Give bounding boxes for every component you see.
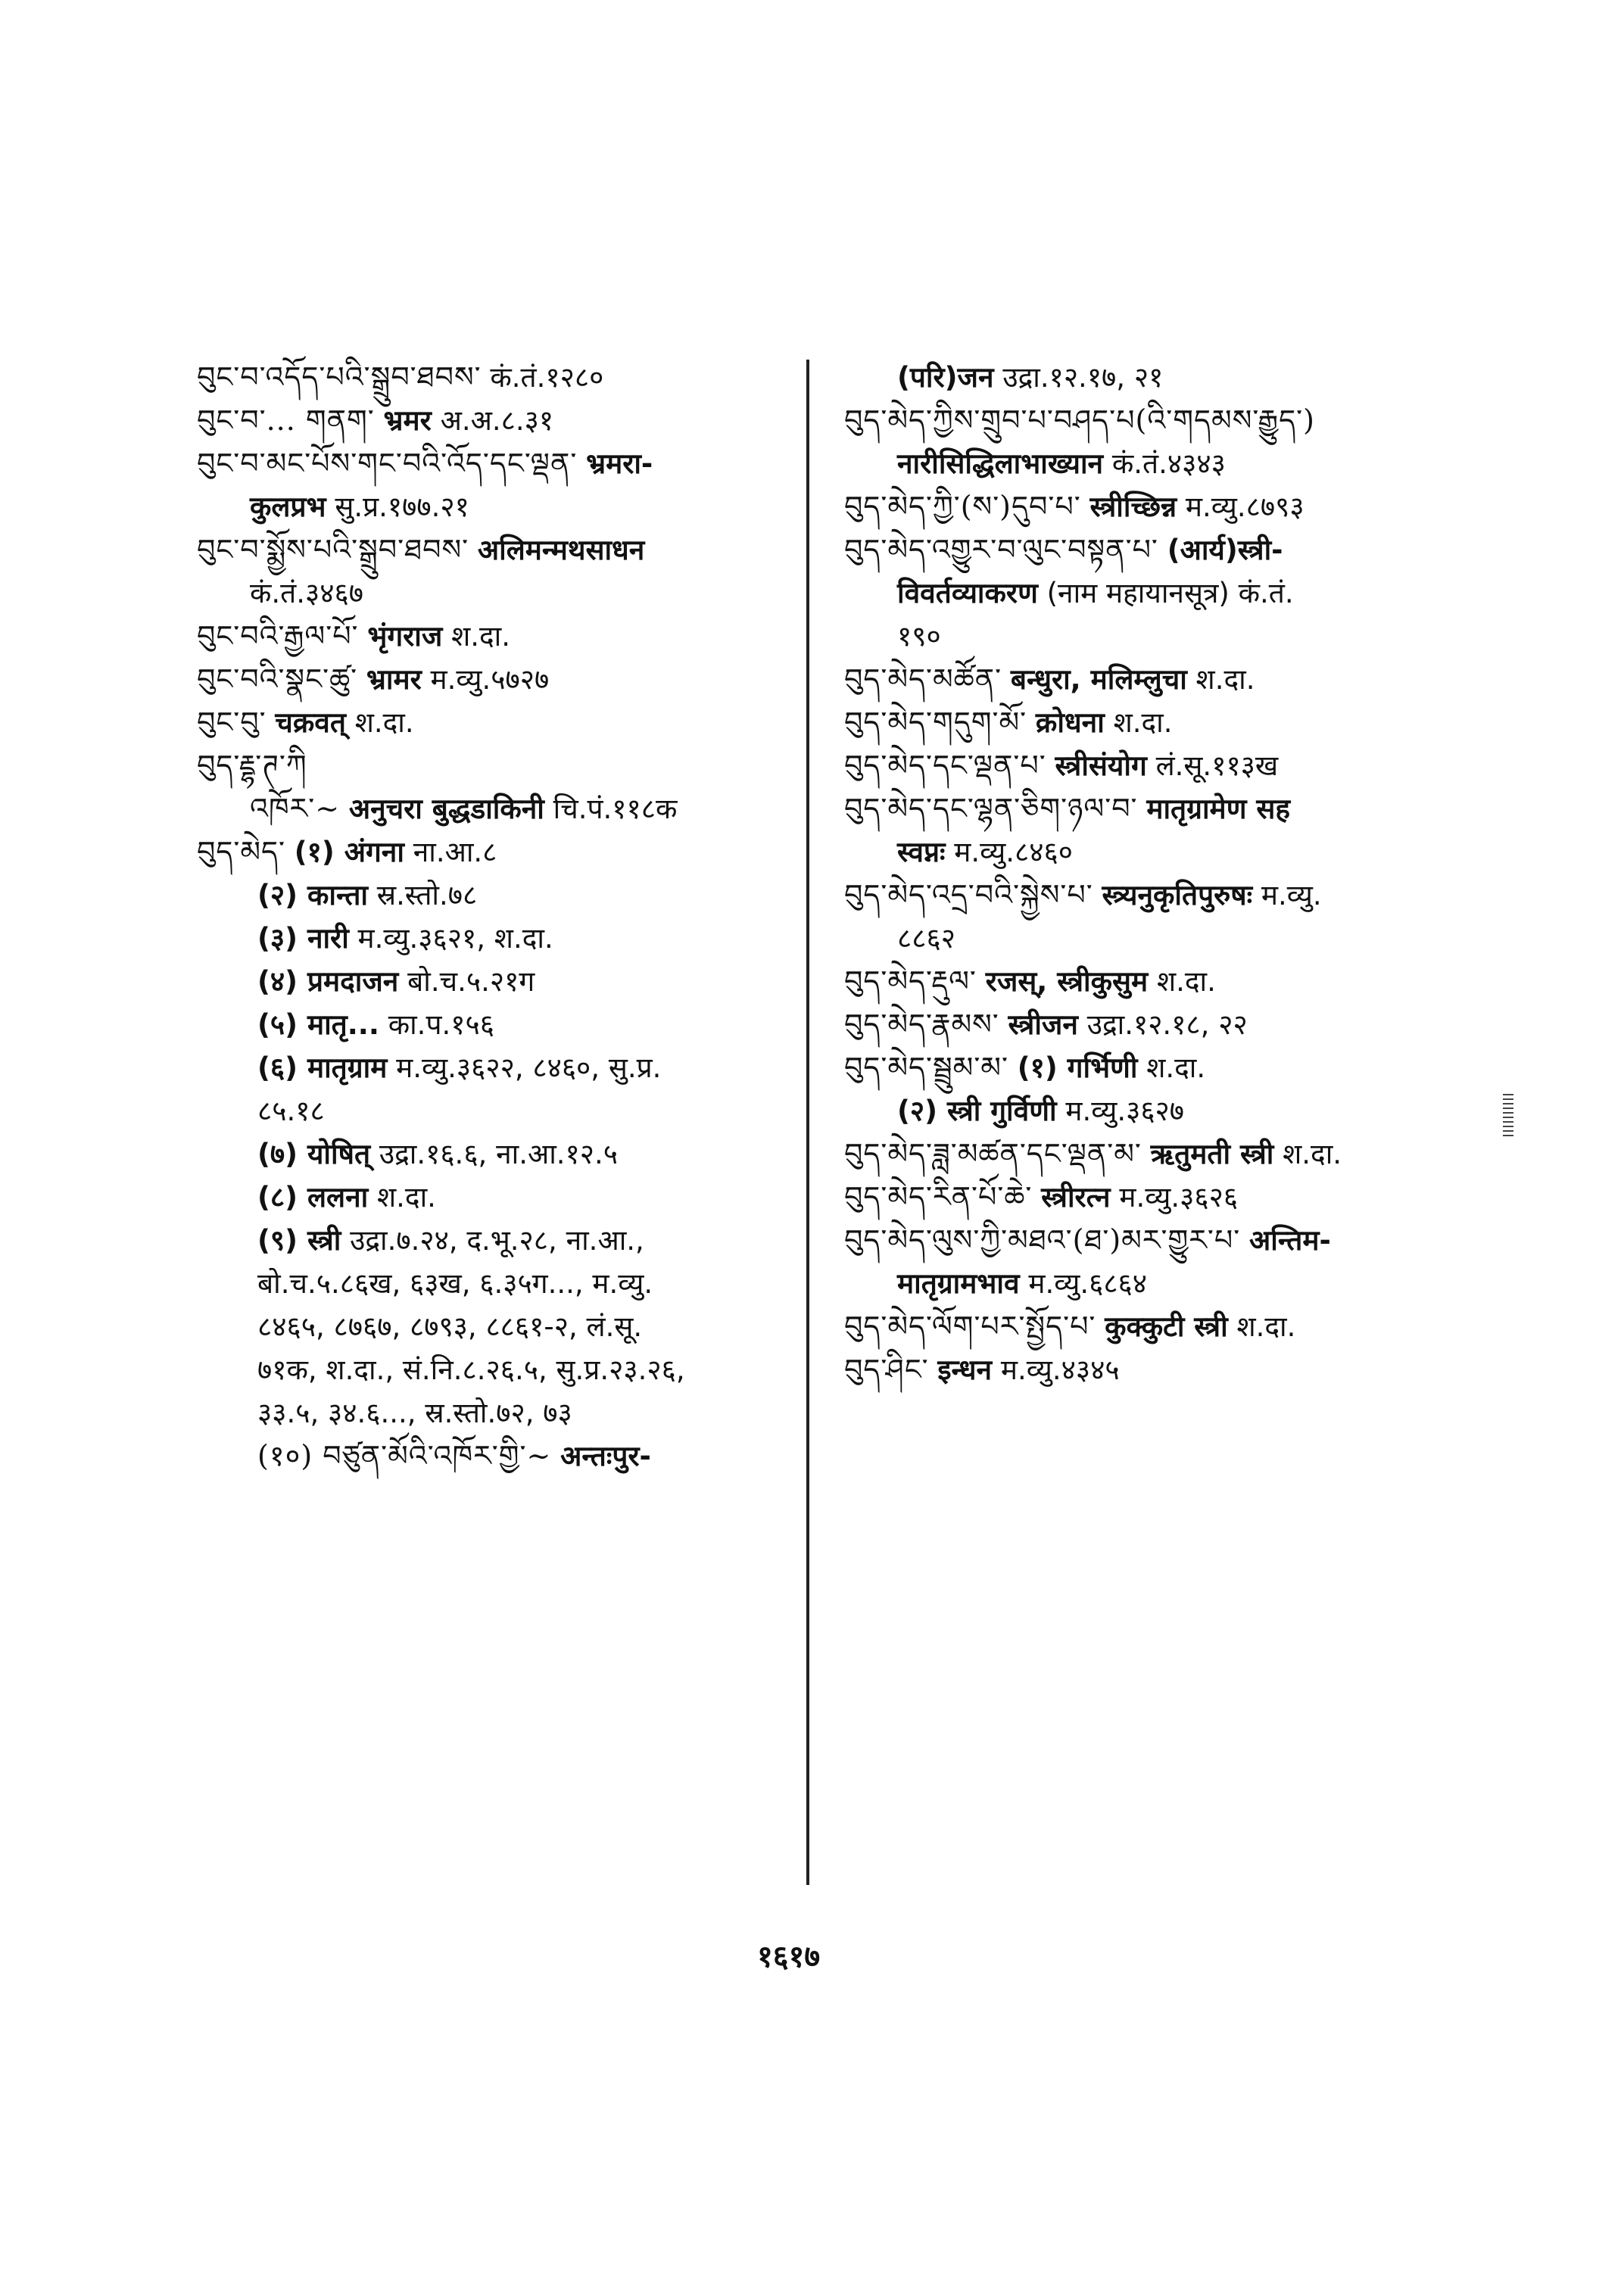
tibetan-headword: བུད་རྡྷ་ཊ་ཀི (197, 749, 307, 782)
sanskrit-equivalent: (२) स्त्री गुर्विणी (897, 1095, 1057, 1127)
source-reference: बो.च.५.२१ग (407, 965, 535, 998)
source-reference: श.दा. (1195, 663, 1255, 696)
dictionary-entry (197, 1435, 803, 1478)
tibetan-headword: བུང་བུ་ (197, 706, 267, 739)
dictionary-entry (197, 701, 803, 744)
dictionary-entry (197, 485, 803, 528)
dictionary-entry (844, 874, 1473, 917)
dictionary-entry (197, 1003, 803, 1046)
dictionary-entry (844, 658, 1473, 701)
sanskrit-equivalent: बन्धुरा, मलिम्लुचा (1010, 663, 1187, 696)
source-reference: म.व्यु.८७९३ (1185, 491, 1304, 523)
source-reference: कं.तं.१२८० (490, 361, 604, 394)
sanskrit-equivalent: कुक्कुटी स्त्री (1105, 1310, 1228, 1343)
sanskrit-equivalent: (६) मातृग्राम (257, 1051, 388, 1084)
dictionary-entry (197, 1348, 803, 1391)
sanskrit-equivalent: भ्रमर (383, 404, 432, 437)
dictionary-entry (197, 787, 803, 830)
sanskrit-equivalent: (७) योषित् (257, 1138, 371, 1170)
source-reference: बो.च.५.८६ख, ६३ख, ६.३५ग..., म.व्यु. (257, 1267, 653, 1300)
dictionary-entry (197, 874, 803, 917)
tibetan-headword: བུད་ཤིང་ (844, 1353, 929, 1386)
tibetan-headword: བུང་བ་འདོད་པའི་སྒྲུབ་ཐབས་ (197, 360, 482, 394)
tibetan-headword: བུང་བ་... གནག་ (197, 403, 375, 437)
dictionary-entry (844, 528, 1473, 572)
dictionary-entry (844, 356, 1473, 399)
dictionary-entry (844, 1262, 1473, 1305)
margin-mark (1503, 1094, 1513, 1139)
dictionary-entry (197, 528, 803, 572)
tibetan-headword: བུང་བ་སྨྱོས་པའི་སྒྲུབ་ཐབས་ (197, 533, 469, 566)
dictionary-entry (197, 1305, 803, 1348)
source-reference: कं.तं.४३४३ (1111, 447, 1226, 480)
sanskrit-equivalent: भ्रमरा- (586, 447, 653, 480)
dictionary-entry (844, 960, 1473, 1003)
source-reference: श.दा. (451, 620, 511, 653)
sanskrit-equivalent: (८) ललना (257, 1181, 369, 1213)
column-divider (806, 360, 809, 1885)
dictionary-entry (197, 1089, 803, 1132)
dictionary-entry (844, 572, 1473, 615)
tibetan-headword: བུད་མེད་རྣམས་ (844, 1008, 999, 1041)
tibetan-headword: བུད་མེད་ལུས་ཀྱི་མཐའ་(ཐ་)མར་གྱུར་པ་ (844, 1223, 1241, 1257)
tibetan-headword: བུད་མེད་ལོག་པར་སྤྱོད་པ་ (844, 1310, 1096, 1343)
sanskrit-equivalent: अनुचरा बुद्धडाकिनी (348, 793, 544, 825)
sanskrit-equivalent: (१) गर्भिणी (1017, 1051, 1138, 1084)
sanskrit-equivalent: (परि)जन (897, 361, 994, 394)
dictionary-entry (197, 1176, 803, 1219)
sanskrit-equivalent: (५) मातृ... (257, 1008, 379, 1041)
dictionary-entry (197, 658, 803, 701)
tibetan-headword: བུད་མེད་ཟླ་མཚན་དང་ལྡན་མ་ (844, 1137, 1142, 1170)
sanskrit-equivalent: (३) नारी (257, 922, 349, 955)
sanskrit-equivalent: अन्तिम- (1249, 1224, 1331, 1257)
source-reference: श.दा. (1156, 965, 1216, 998)
dictionary-entry (197, 830, 803, 874)
dictionary-entry (844, 1089, 1473, 1132)
source-reference: म.व्यु.६८६४ (1028, 1267, 1148, 1300)
tibetan-headword: བུད་མེད་སྦྲུམ་མ་ (844, 1051, 1008, 1084)
source-reference: म.व्यु.५७२७ (430, 663, 550, 696)
tibetan-headword: བུད་མེད་ཀྱི་(ས་)དུབ་པ་ (844, 490, 1081, 523)
source-reference: १९० (897, 620, 941, 653)
source-reference: उद्रा.१२.१७, २१ (1002, 361, 1164, 394)
tibetan-headword: བུད་མེད་ (197, 835, 285, 868)
dictionary-entry (197, 1262, 803, 1305)
dictionary-entry (844, 701, 1473, 744)
tibetan-headword: བུད་མེད་རྡུལ་ (844, 964, 977, 998)
dictionary-entry (197, 356, 803, 399)
sanskrit-equivalent: (आर्य)स्त्री- (1167, 534, 1283, 566)
source-reference: ३३.५, ३४.६..., स्र.स्तो.७२, ७३ (257, 1397, 572, 1429)
tibetan-headword: བུད་མེད་འགྱུར་བ་ལུང་བསྟན་པ་ (844, 533, 1158, 566)
source-reference: श.दा. (354, 706, 414, 739)
tibetan-headword: བུད་མེད་མཚོན་ (844, 662, 1002, 696)
sanskrit-equivalent: नारीसिद्धिलाभाख्यान (897, 447, 1104, 480)
sanskrit-equivalent: अलिमन्मथसाधन (477, 534, 645, 566)
source-reference: अ.अ.८.३१ (440, 404, 554, 437)
sanskrit-equivalent: स्वप्नः (897, 836, 946, 868)
sanskrit-equivalent: ऋतुमती स्त्री (1150, 1138, 1274, 1170)
dictionary-entry (844, 615, 1473, 658)
source-reference: स्र.स्तो.७८ (376, 879, 478, 911)
source-reference: श.दा. (1236, 1310, 1296, 1343)
dictionary-entry (844, 1176, 1473, 1219)
sanskrit-equivalent: अन्तःपुर- (560, 1440, 651, 1472)
dictionary-entry (844, 744, 1473, 787)
dictionary-entry (197, 960, 803, 1003)
right-column (844, 356, 1473, 1391)
dictionary-entry (844, 442, 1473, 485)
source-reference: म.व्यु.३६२७ (1065, 1095, 1185, 1127)
sanskrit-equivalent: स्त्रीरत्न (1041, 1181, 1111, 1213)
dictionary-entry (197, 744, 803, 787)
dictionary-entry (197, 1219, 803, 1262)
source-reference: श.दा. (1113, 706, 1173, 739)
dictionary-entry (197, 399, 803, 442)
tibetan-headword: བུད་མེད་དང་ལྡན་པ་ (844, 749, 1046, 782)
source-reference: सु.प्र.१७७.२१ (335, 491, 469, 523)
source-reference: श.दा. (1283, 1138, 1342, 1170)
source-reference: ८४६५, ८७६७, ८७९३, ८८६१-२, लं.सू. (257, 1310, 643, 1343)
source-reference: उद्रा.१२.१८, २२ (1086, 1008, 1248, 1041)
dictionary-entry (844, 485, 1473, 528)
dictionary-entry (844, 1132, 1473, 1176)
source-reference: (नाम महायानसूत्र) कं.तं. (1046, 577, 1294, 609)
source-reference: म.व्यु.४३४५ (1000, 1354, 1120, 1386)
dictionary-entry (844, 1046, 1473, 1089)
sanskrit-equivalent: विवर्तव्याकरण (897, 577, 1038, 609)
dictionary-entry (197, 917, 803, 960)
source-reference: ८८६२ (897, 922, 955, 955)
sanskrit-equivalent: क्रोधना (1035, 706, 1105, 739)
dictionary-entry (844, 1305, 1473, 1348)
dictionary-entry (197, 1391, 803, 1435)
dictionary-entry (844, 399, 1473, 442)
dictionary-entry (197, 1046, 803, 1089)
tibetan-headword: འཁོར་~ (250, 792, 341, 825)
source-reference: ८५.१८ (257, 1095, 325, 1127)
source-reference: ७१क, श.दा., सं.नि.८.२६.५, सु.प्र.२३.२६, (257, 1354, 685, 1386)
sanskrit-equivalent: इन्धन (937, 1354, 993, 1386)
tibetan-headword: བུང་བའི་སྣང་ཚུ་ (197, 662, 358, 696)
tibetan-headword: བུད་མེད་འདྲ་བའི་སྐྱེས་པ་ (844, 878, 1093, 911)
source-reference: म.व्यु.३६२६ (1119, 1181, 1239, 1213)
sanskrit-equivalent: (९) स्त्री (257, 1224, 341, 1257)
tibetan-headword: བུད་མེད་དང་ལྷན་ཅིག་ཉལ་བ་ (844, 792, 1138, 825)
source-reference: श.दा. (377, 1181, 436, 1213)
source-reference: म.व्यु.३६२१, श.दा. (357, 922, 553, 955)
dictionary-entry (197, 1132, 803, 1176)
sanskrit-equivalent: (४) प्रमदाजन (257, 965, 399, 998)
sanskrit-equivalent: भ्रामर (366, 663, 422, 696)
left-column (197, 356, 803, 1478)
sanskrit-equivalent: (२) कान्ता (257, 879, 369, 911)
source-reference: ना.आ.८ (413, 836, 497, 868)
source-reference: उद्रा.७.२४, द.भू.२८, ना.आ., (350, 1224, 644, 1257)
dictionary-entry (844, 1003, 1473, 1046)
dictionary-entry (197, 615, 803, 658)
source-reference: म.व्यु. (1261, 879, 1322, 911)
dictionary-entry (197, 442, 803, 485)
sanskrit-equivalent: भृंगराज (367, 620, 443, 653)
tibetan-headword: བུང་བ་མང་པོས་གང་བའི་འོད་དང་ལྡན་ (197, 447, 578, 480)
sanskrit-equivalent: स्त्रीजन (1008, 1008, 1078, 1041)
source-reference: म.व्यु.३६२२, ८४६०, सु.प्र. (396, 1051, 662, 1084)
sanskrit-equivalent: मातृग्रामभाव (897, 1267, 1020, 1300)
tibetan-headword: བུད་མེད་གདུག་མོ་ (844, 706, 1027, 739)
tibetan-headword: བུད་མེད་རིན་པོ་ཆེ་ (844, 1180, 1033, 1213)
tibetan-headword: བུང་བའི་རྒྱལ་པོ་ (197, 619, 359, 653)
source-reference: म.व्यु.८४६० (954, 836, 1073, 868)
dictionary-entry (844, 830, 1473, 874)
source-reference: कं.तं.३४६७ (250, 577, 363, 609)
sanskrit-equivalent: चक्रवत् (275, 706, 346, 739)
tibetan-headword: (१०) བཙུན་མོའི་འཁོར་གྱི་~ (257, 1439, 552, 1472)
dictionary-entry (844, 1219, 1473, 1262)
source-reference: चि.पं.११८क (553, 793, 678, 825)
sanskrit-equivalent: (१) अंगना (294, 836, 404, 868)
dictionary-entry (197, 572, 803, 615)
sanskrit-equivalent: स्त्र्यनुकृतिपुरुषः (1102, 879, 1253, 911)
tibetan-headword: བུད་མེད་ཀྱིས་གྲུབ་པ་བཤད་པ(འི་གདམས་རྒྱུད་) (844, 403, 1315, 437)
sanskrit-equivalent: स्त्रीच्छिन्न (1089, 491, 1177, 523)
source-reference: श.दा. (1146, 1051, 1206, 1084)
sanskrit-equivalent: रजस्, स्त्रीकुसुम (985, 965, 1149, 998)
source-reference: उद्रा.१६.६, ना.आ.१२.५ (379, 1138, 619, 1170)
source-reference: का.प.१५६ (388, 1008, 494, 1041)
dictionary-entry (844, 917, 1473, 960)
dictionary-entry (844, 787, 1473, 830)
sanskrit-equivalent: मातृग्रामेण सह (1146, 793, 1290, 825)
sanskrit-equivalent: कुलप्रभ (250, 491, 326, 523)
source-reference: लं.सू.११३ख (1155, 749, 1279, 782)
page-number: १६१७ (757, 1939, 821, 1974)
dictionary-entry (844, 1348, 1473, 1391)
sanskrit-equivalent: स्त्रीसंयोग (1055, 749, 1147, 782)
